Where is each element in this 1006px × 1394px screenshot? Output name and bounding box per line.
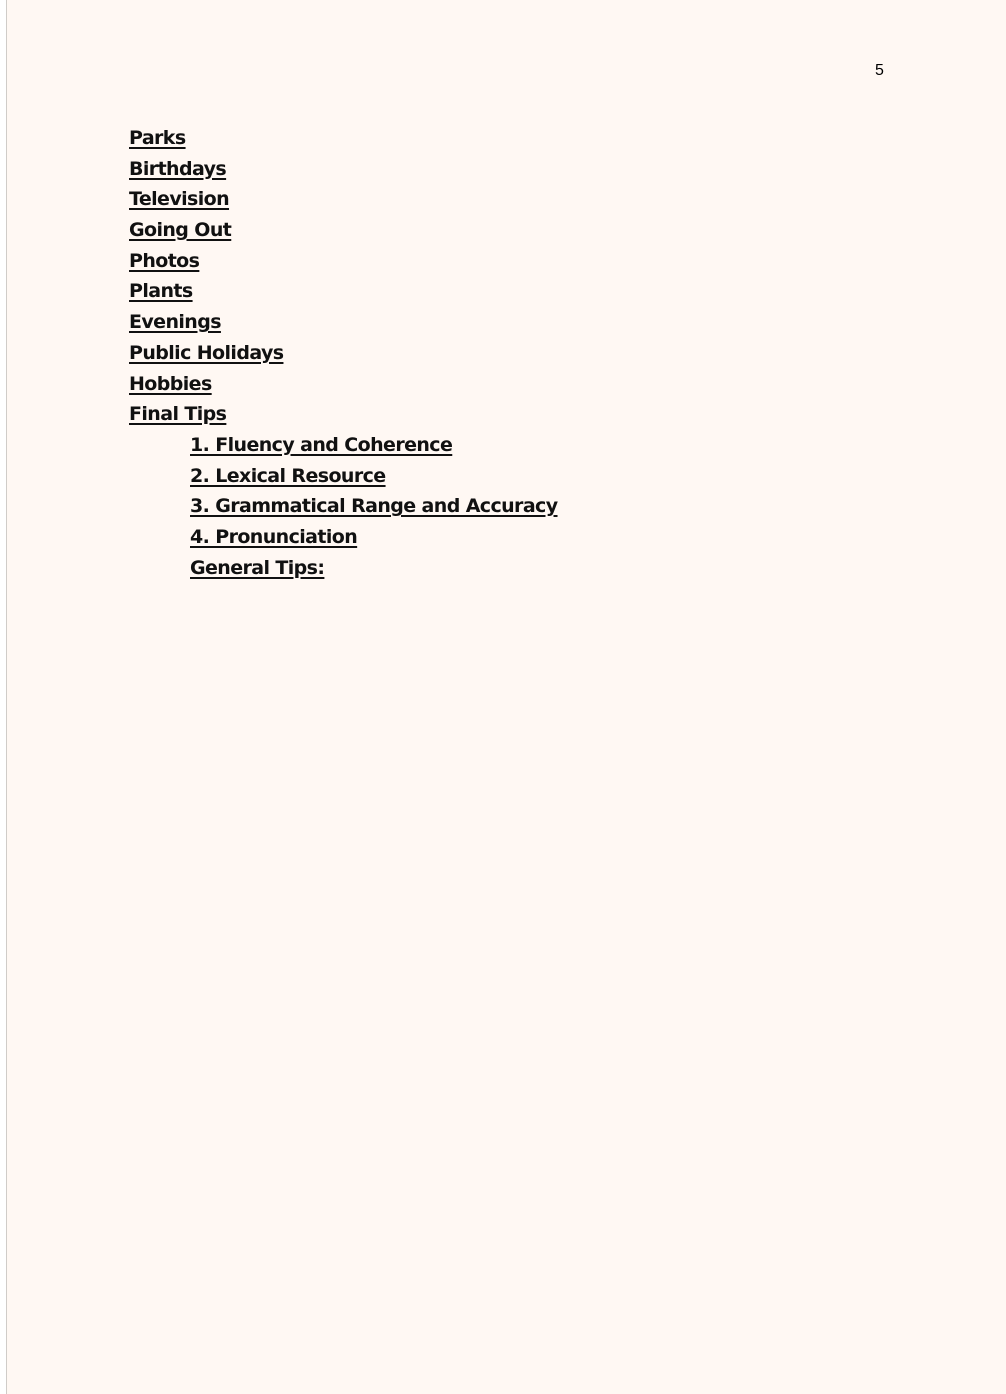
toc-item-evenings <box>129 307 558 338</box>
toc-item-public-holidays <box>129 338 558 369</box>
toc-link-grammatical-range[interactable]: 3. Grammatical Range and Accuracy <box>190 495 558 518</box>
page-number: 5 <box>875 62 884 79</box>
table-of-contents <box>129 123 558 583</box>
toc-link-fluency-and-coherence[interactable]: 1. Fluency and Coherence <box>190 433 453 456</box>
toc-item-photos <box>129 246 558 277</box>
toc-link-hobbies[interactable]: Hobbies <box>129 372 212 395</box>
toc-link-going-out[interactable]: Going Out <box>129 219 232 242</box>
toc-link-parks[interactable]: Parks <box>129 127 186 149</box>
toc-item-hobbies <box>129 369 558 400</box>
toc-subitem-pronunciation <box>129 522 558 553</box>
toc-item-going-out <box>129 215 558 246</box>
toc-link-lexical-resource[interactable]: 2. Lexical Resource <box>190 464 386 487</box>
toc-link-photos[interactable]: Photos <box>129 249 200 272</box>
toc-link-pronunciation[interactable]: 4. Pronunciation <box>190 525 358 548</box>
toc-link-television[interactable]: Television <box>129 188 230 211</box>
toc-link-evenings[interactable]: Evenings <box>129 311 221 334</box>
toc-link-general-tips[interactable]: General Tips: <box>190 556 325 579</box>
toc-link-final-tips[interactable]: Final Tips <box>129 403 227 426</box>
toc-link-birthdays[interactable]: Birthdays <box>129 157 227 180</box>
toc-item-television <box>129 184 558 215</box>
toc-item-parks <box>129 123 558 154</box>
toc-link-plants[interactable]: Plants <box>129 280 193 303</box>
toc-item-birthdays <box>129 154 558 185</box>
toc-subitem-general-tips <box>129 553 558 584</box>
document-page <box>6 0 1006 1394</box>
toc-link-public-holidays[interactable]: Public Holidays <box>129 341 284 364</box>
toc-subitem-lexical <box>129 461 558 492</box>
toc-item-final-tips <box>129 399 558 430</box>
toc-subitem-grammatical <box>129 491 558 522</box>
toc-subitem-fluency <box>129 430 558 461</box>
toc-item-plants <box>129 276 558 307</box>
